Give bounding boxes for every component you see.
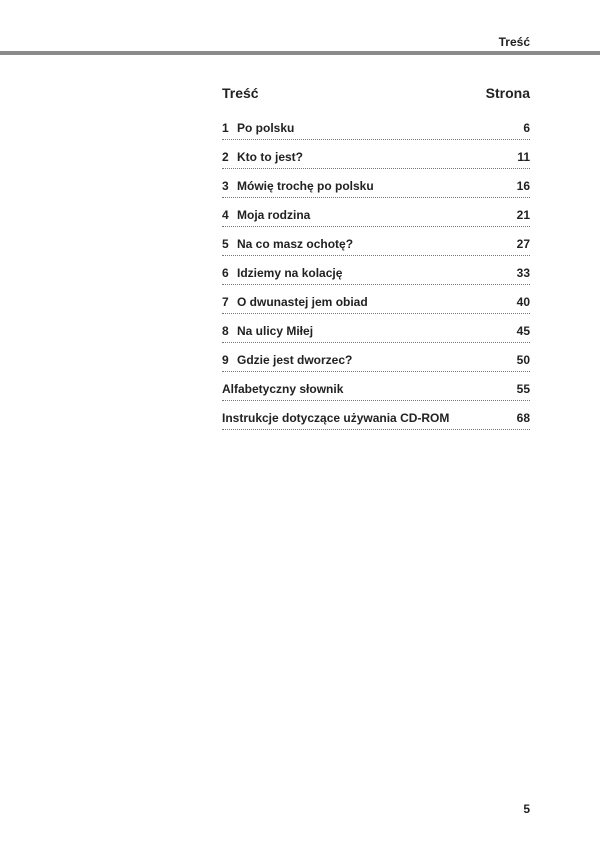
- toc-entry[interactable]: [222, 372, 530, 401]
- toc-entry-number: 3: [222, 179, 229, 193]
- toc-entry[interactable]: [222, 169, 530, 198]
- toc-entry[interactable]: [222, 401, 530, 430]
- toc-entry-title: Mówię trochę po polsku: [237, 179, 374, 193]
- toc-header-title: Treść: [222, 85, 259, 101]
- toc-entry-page: 11: [517, 150, 530, 164]
- toc-entry-title: Po polsku: [237, 121, 295, 135]
- toc-entry-page: 21: [516, 208, 530, 222]
- toc-entry-number: 9: [222, 353, 229, 367]
- toc-entry[interactable]: [222, 285, 530, 314]
- toc-entry-page: 68: [516, 411, 530, 425]
- toc-entry[interactable]: [222, 140, 530, 169]
- toc-entry-number: 6: [222, 266, 229, 280]
- toc-entry-title: Na ulicy Miłej: [237, 324, 314, 338]
- toc-entry[interactable]: [222, 314, 530, 343]
- toc-entry-page: 55: [516, 382, 530, 396]
- toc-entry-title: Idziemy na kolację: [237, 266, 343, 280]
- toc-entry-page: 6: [523, 121, 530, 135]
- toc-entry[interactable]: [222, 111, 530, 140]
- toc-entry-title: Gdzie jest dworzec?: [237, 353, 353, 367]
- toc-entry-number: 2: [222, 150, 229, 164]
- toc-entry-number: 4: [222, 208, 229, 222]
- toc-entry-title: Na co masz ochotę?: [237, 237, 354, 251]
- toc-entry-page: 27: [516, 237, 530, 251]
- toc-header: [222, 85, 530, 111]
- toc-entry-title: O dwunastej jem obiad: [237, 295, 368, 309]
- toc-entry-page: 40: [516, 295, 530, 309]
- toc-entry-page: 45: [516, 324, 530, 338]
- toc-entry-page: 50: [516, 353, 530, 367]
- toc-entry-title: Moja rodzina: [237, 208, 311, 222]
- toc-entry-number: 7: [222, 295, 229, 309]
- toc-entry-page: 33: [516, 266, 530, 280]
- header-rule: [0, 51, 600, 55]
- toc-entry-title: Alfabetyczny słownik: [222, 382, 344, 396]
- toc-entry-number: 1: [222, 121, 229, 135]
- running-head: Treść: [498, 35, 530, 49]
- toc-entry[interactable]: [222, 343, 530, 372]
- toc-header-page: Strona: [485, 85, 530, 101]
- page-number: 5: [523, 802, 530, 816]
- toc-entry-page: 16: [516, 179, 530, 193]
- toc-entry-number: 5: [222, 237, 229, 251]
- toc-entry-title: Kto to jest?: [237, 150, 303, 164]
- table-of-contents: [222, 85, 530, 430]
- toc-entry[interactable]: [222, 227, 530, 256]
- toc-entry[interactable]: [222, 256, 530, 285]
- toc-entry-title: Instrukcje dotyczące używania CD-ROM: [222, 411, 450, 425]
- toc-entry[interactable]: [222, 198, 530, 227]
- toc-entry-number: 8: [222, 324, 229, 338]
